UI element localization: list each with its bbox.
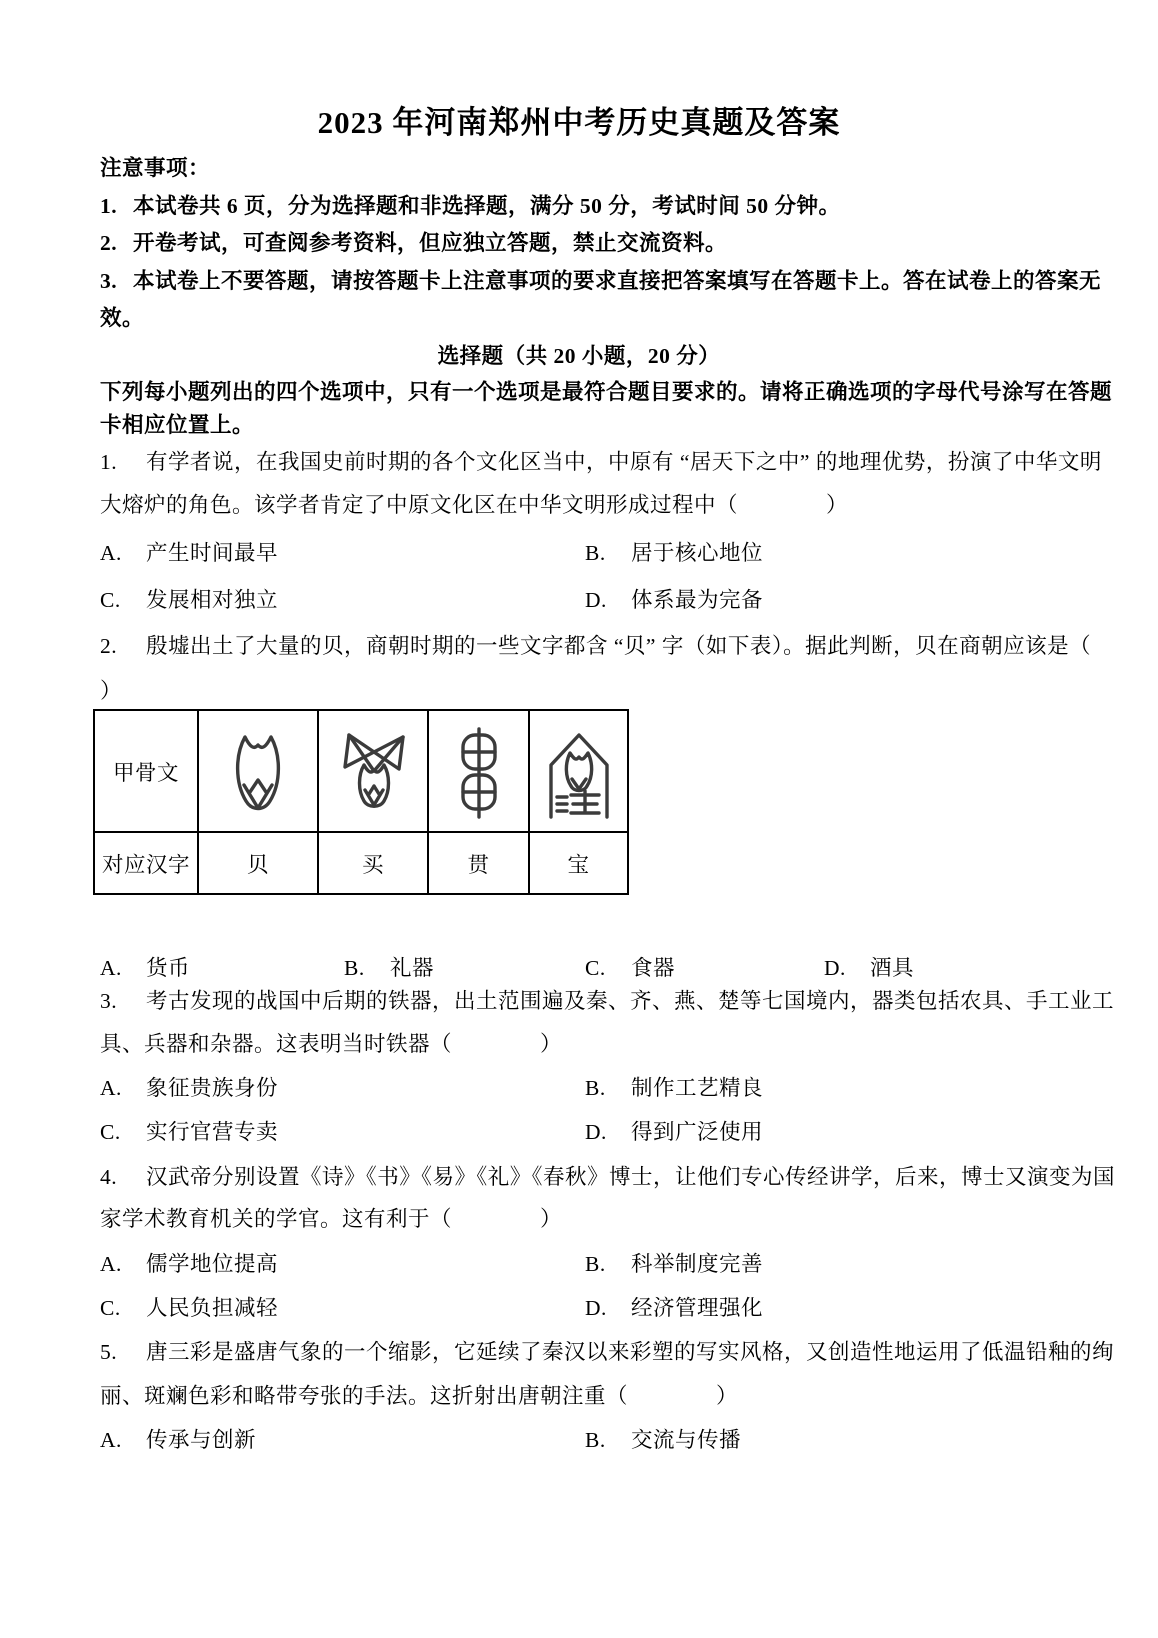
question-3-options-row-1 bbox=[100, 1075, 1060, 1102]
option-q1-b-text: 居于核心地位 bbox=[631, 541, 764, 565]
question-2-number: 2. bbox=[100, 634, 118, 658]
option-q4-c bbox=[100, 1295, 278, 1322]
option-q3-b-text: 制作工艺精良 bbox=[631, 1076, 764, 1100]
option-q3-a-text: 象征贵族身份 bbox=[146, 1076, 279, 1100]
option-q2-a-label: A. bbox=[100, 956, 122, 980]
question-3-options-row-2 bbox=[100, 1119, 1060, 1146]
question-1-stem-line-1 bbox=[100, 449, 1102, 476]
option-q1-c-text: 发展相对独立 bbox=[146, 588, 279, 612]
option-q5-b-label: B. bbox=[585, 1428, 606, 1452]
option-q2-a-text: 货币 bbox=[146, 956, 191, 980]
question-1-options-row-2 bbox=[100, 587, 1060, 614]
question-3-number: 3. bbox=[100, 989, 118, 1013]
question-5-stem-line-1 bbox=[100, 1339, 1114, 1366]
option-q4-a-label: A. bbox=[100, 1252, 122, 1276]
option-q2-d-label: D. bbox=[824, 956, 846, 980]
notice-item-3-text: 本试卷上不要答题，请按答题卡上注意事项的要求直接把答案填写在答题卡上。答在试卷上的答案无 bbox=[133, 269, 1102, 293]
oracle-glyph-cell-mai bbox=[318, 710, 428, 832]
option-q4-b-text: 科举制度完善 bbox=[631, 1252, 764, 1276]
option-q5-a bbox=[100, 1427, 256, 1454]
notice-item-2-number: 2. bbox=[100, 231, 118, 255]
oracle-glyph-cell-guan bbox=[428, 710, 529, 832]
question-3-stem-line-1 bbox=[100, 988, 1114, 1015]
oracle-glyph-bei bbox=[227, 725, 289, 821]
option-q2-a bbox=[100, 955, 190, 982]
option-q1-b-label: B. bbox=[585, 541, 606, 565]
option-q5-b-text: 交流与传播 bbox=[631, 1428, 742, 1452]
option-q3-d-label: D. bbox=[585, 1120, 607, 1144]
question-1-stem-line-2: 大熔炉的角色。该学者肯定了中原文化区在中华文明形成过程中（ ） bbox=[100, 493, 849, 517]
option-q1-c bbox=[100, 587, 278, 614]
notice-item-1-text: 本试卷共 6 页，分为选择题和非选择题，满分 50 分，考试时间 50 分钟。 bbox=[133, 194, 841, 218]
section-header: 选择题（共 20 小题，20 分） bbox=[437, 344, 721, 368]
option-q4-a-text: 儒学地位提高 bbox=[146, 1252, 279, 1276]
option-q2-c bbox=[585, 955, 675, 982]
question-3-stem-text: 考古发现的战国中后期的铁器，出土范围遍及秦、齐、燕、楚等七国境内，器类包括农具、手工业工 bbox=[146, 989, 1115, 1013]
option-q3-d bbox=[585, 1119, 763, 1146]
question-4-options-row-2 bbox=[100, 1295, 1060, 1322]
hanzi-cell-mai: 买 bbox=[318, 832, 428, 894]
question-5-number: 5. bbox=[100, 1340, 118, 1364]
notice-item-2-text: 开卷考试，可查阅参考资料，但应独立答题，禁止交流资料。 bbox=[133, 231, 728, 255]
notice-item-3-line-2: 效。 bbox=[100, 306, 145, 330]
oracle-row-header: 甲骨文 bbox=[94, 710, 198, 832]
question-4-stem-text: 汉武帝分别设置《诗》《书》《易》《礼》《春秋》博士，让他们专心传经讲学，后来，博士又演变为国 bbox=[146, 1165, 1116, 1189]
option-q2-b bbox=[344, 955, 434, 982]
option-q3-a-label: A. bbox=[100, 1076, 122, 1100]
notice-heading: 注意事项： bbox=[100, 156, 211, 180]
hanzi-cell-bao: 宝 bbox=[529, 832, 628, 894]
notice-item-1-number: 1. bbox=[100, 194, 118, 218]
question-4-number: 4. bbox=[100, 1165, 118, 1189]
question-4-stem-line-2: 家学术教育机关的学官。这有利于（ ） bbox=[100, 1207, 563, 1231]
oracle-glyph-row bbox=[94, 710, 628, 832]
option-q4-b-label: B. bbox=[585, 1252, 606, 1276]
option-q4-a bbox=[100, 1251, 278, 1278]
question-4-options-row-1 bbox=[100, 1251, 1060, 1278]
option-q3-c-text: 实行官营专卖 bbox=[146, 1120, 279, 1144]
option-q2-d-text: 酒具 bbox=[870, 956, 915, 980]
option-q2-b-label: B. bbox=[344, 956, 365, 980]
option-q4-c-text: 人民负担减轻 bbox=[146, 1296, 279, 1320]
notice-item-2 bbox=[100, 230, 727, 257]
option-q5-a-text: 传承与创新 bbox=[146, 1428, 257, 1452]
notice-item-1 bbox=[100, 193, 841, 220]
option-q4-c-label: C. bbox=[100, 1296, 121, 1320]
option-q2-d bbox=[824, 955, 914, 982]
option-q1-c-label: C. bbox=[100, 588, 121, 612]
option-q3-a bbox=[100, 1075, 278, 1102]
oracle-glyph-cell-bao bbox=[529, 710, 628, 832]
section-intro-line-2: 卡相应位置上。 bbox=[100, 413, 255, 437]
hanzi-cell-bei: 贝 bbox=[198, 832, 318, 894]
section-intro-line-1: 下列每小题列出的四个选项中，只有一个选项是最符合题目要求的。请将正确选项的字母代号涂写在答题 bbox=[100, 380, 1113, 404]
question-1-stem-text: 有学者说，在我国史前时期的各个文化区当中，中原有 “居天下之中” 的地理优势，扮演了中华文明 bbox=[146, 450, 1102, 474]
option-q4-b bbox=[585, 1251, 763, 1278]
option-q1-d-text: 体系最为完备 bbox=[631, 588, 764, 612]
oracle-glyph-mai bbox=[337, 725, 409, 821]
question-2-stem-line-1 bbox=[100, 633, 1091, 660]
option-q4-d-label: D. bbox=[585, 1296, 607, 1320]
page-title: 2023 年河南郑州中考历史真题及答案 bbox=[317, 105, 841, 140]
hanzi-cell-guan: 贯 bbox=[428, 832, 529, 894]
option-q2-c-label: C. bbox=[585, 956, 606, 980]
question-2-stem-line-2: ） bbox=[100, 679, 123, 703]
oracle-glyph-bao bbox=[540, 725, 618, 821]
question-5-stem-line-2: 丽、斑斓色彩和略带夸张的手法。这折射出唐朝注重（ ） bbox=[100, 1384, 739, 1408]
option-q3-b bbox=[585, 1075, 763, 1102]
option-q3-b-label: B. bbox=[585, 1076, 606, 1100]
question-1-number: 1. bbox=[100, 450, 118, 474]
option-q5-a-label: A. bbox=[100, 1428, 122, 1452]
question-5-stem-text: 唐三彩是盛唐气象的一个缩影，它延续了秦汉以来彩塑的写实风格，又创造性地运用了低温铅釉的绚 bbox=[146, 1340, 1115, 1364]
oracle-glyph-guan bbox=[447, 725, 511, 821]
option-q3-d-text: 得到广泛使用 bbox=[631, 1120, 764, 1144]
oracle-bone-table bbox=[93, 709, 629, 895]
question-4-stem-line-1 bbox=[100, 1164, 1115, 1191]
notice-item-3-line-1 bbox=[100, 268, 1101, 295]
notice-item-3-number: 3. bbox=[100, 269, 118, 293]
option-q4-d bbox=[585, 1295, 763, 1322]
option-q2-b-text: 礼器 bbox=[390, 956, 435, 980]
option-q1-d bbox=[585, 587, 763, 614]
option-q1-a-label: A. bbox=[100, 541, 122, 565]
oracle-glyph-cell-bei bbox=[198, 710, 318, 832]
option-q3-c bbox=[100, 1119, 278, 1146]
option-q1-d-label: D. bbox=[585, 588, 607, 612]
option-q2-c-text: 食器 bbox=[631, 956, 676, 980]
option-q4-d-text: 经济管理强化 bbox=[631, 1296, 764, 1320]
option-q5-b bbox=[585, 1427, 741, 1454]
question-5-options-row bbox=[100, 1427, 1060, 1454]
question-2-stem-text: 殷墟出土了大量的贝，商朝时期的一些文字都含 “贝” 字（如下表）。据此判断，贝在商朝应该是（ bbox=[146, 634, 1092, 658]
option-q1-a bbox=[100, 540, 278, 567]
hanzi-row-header: 对应汉字 bbox=[94, 832, 198, 894]
option-q1-b bbox=[585, 540, 763, 567]
question-1-options-row-1 bbox=[100, 540, 1060, 567]
hanzi-row bbox=[94, 832, 628, 894]
option-q1-a-text: 产生时间最早 bbox=[146, 541, 279, 565]
option-q3-c-label: C. bbox=[100, 1120, 121, 1144]
question-3-stem-line-2: 具、兵器和杂器。这表明当时铁器（ ） bbox=[100, 1032, 563, 1056]
question-2-options-row bbox=[100, 955, 1060, 982]
